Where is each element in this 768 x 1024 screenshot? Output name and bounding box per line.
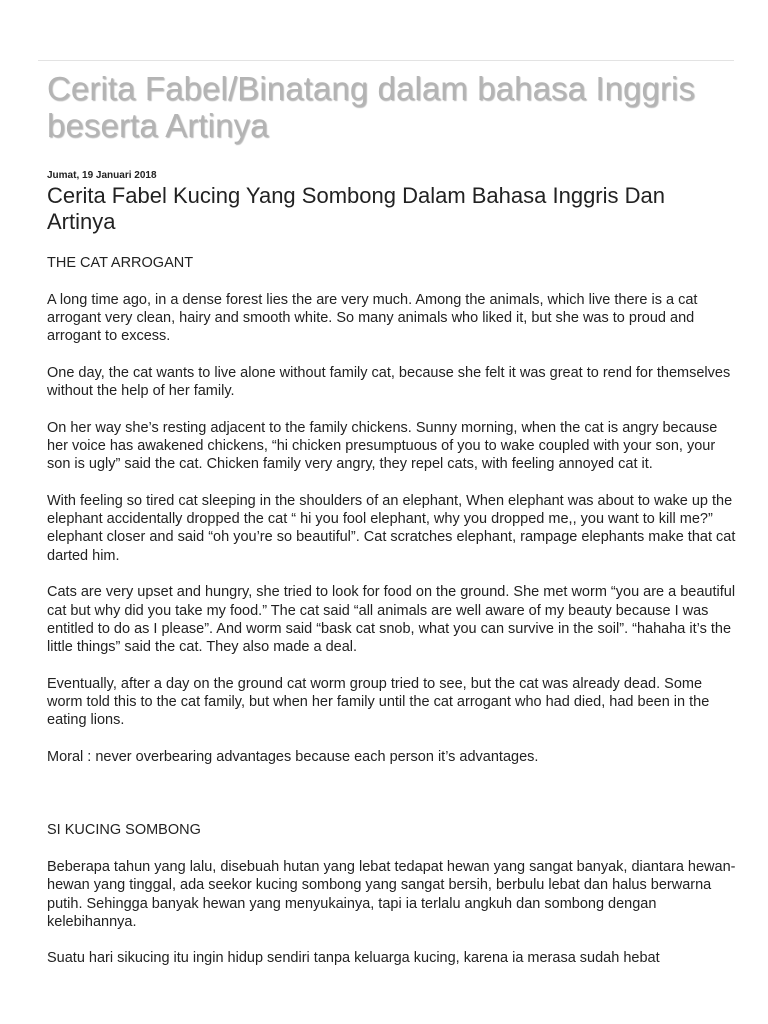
paragraph: One day, the cat wants to live alone without family cat, because she felt it was great to rend for themselves without the help of her family. — [47, 364, 731, 400]
paragraph: Eventually, after a day on the ground cat worm group tried to see, but the cat was already dead. Some worm told this to the cat family, but when her family until the cat arrogant who had died, had been in the eating lions. — [47, 675, 710, 729]
header-divider — [38, 60, 734, 61]
section-heading-indonesian: SI KUCING SOMBONG — [47, 822, 201, 839]
post-content — [47, 169, 737, 986]
moral-paragraph: Moral : never overbearing advantages because each person it’s advantages. — [47, 749, 539, 766]
paragraph: On her way she’s resting adjacent to the family chickens. Sunny morning, when the cat is angry because her voice has awakened chickens, “hi chicken presumptuous of you to wake coupled with your son, your son is ugly” said the cat. Chicken family very angry, they repel cats, with feeling annoyed cat it. — [47, 419, 718, 473]
section-heading-english: THE CAT ARROGANT — [47, 255, 194, 271]
post-date: Jumat, 19 Januari 2018 — [47, 170, 157, 181]
post-title[interactable]: Cerita Fabel Kucing Yang Sombong Dalam Bahasa Inggris Dan Artinya — [47, 183, 665, 234]
paragraph: Suatu hari sikucing itu ingin hidup sendiri tanpa keluarga kucing, karena ia merasa sudah hebat — [47, 950, 660, 967]
paragraph: A long time ago, in a dense forest lies the are very much. Among the animals, which live there is a cat arrogant very clean, hairy and smooth white. So many animals who liked it, but she was to proud and arrogant to excess. — [47, 291, 698, 345]
paragraph: Cats are very upset and hungry, she tried to look for food on the ground. She met worm “you are a beautiful cat but why did you take my food.” The cat said “all animals are well aware of my beauty because I was entitled to do as I please”. And worm said “bask cat snob, what you can survive in the soil”. “hahaha it’s the little things” said the cat. They also made a deal. — [47, 584, 736, 656]
post-body — [47, 254, 737, 968]
paragraph: With feeling so tired cat sleeping in the shoulders of an elephant, When elephant was about to wake up the elephant accidentally dropped the cat “ hi you fool elephant, why you dropped me,, you want to kill me?” elephant closer and said “oh you’re so beautiful”. Cat scratches elephant, rampage elephants make that cat darted him. — [47, 492, 736, 564]
blog-title[interactable]: Cerita Fabel/Binatang dalam bahasa Inggris beserta Artinya — [47, 70, 696, 144]
paragraph: Beberapa tahun yang lalu, disebuah hutan yang lebat tedapat hewan yang sangat banyak, diantara hewan-hewan yang tinggal, ada seekor kucing sombong yang sangat bersih, berbulu lebat dan halus berwarna putih. Sehingga banyak hewan yang menyukainya, tapi ia terlalu angkuh dan sombong dengan kelebihannya. — [47, 858, 736, 930]
